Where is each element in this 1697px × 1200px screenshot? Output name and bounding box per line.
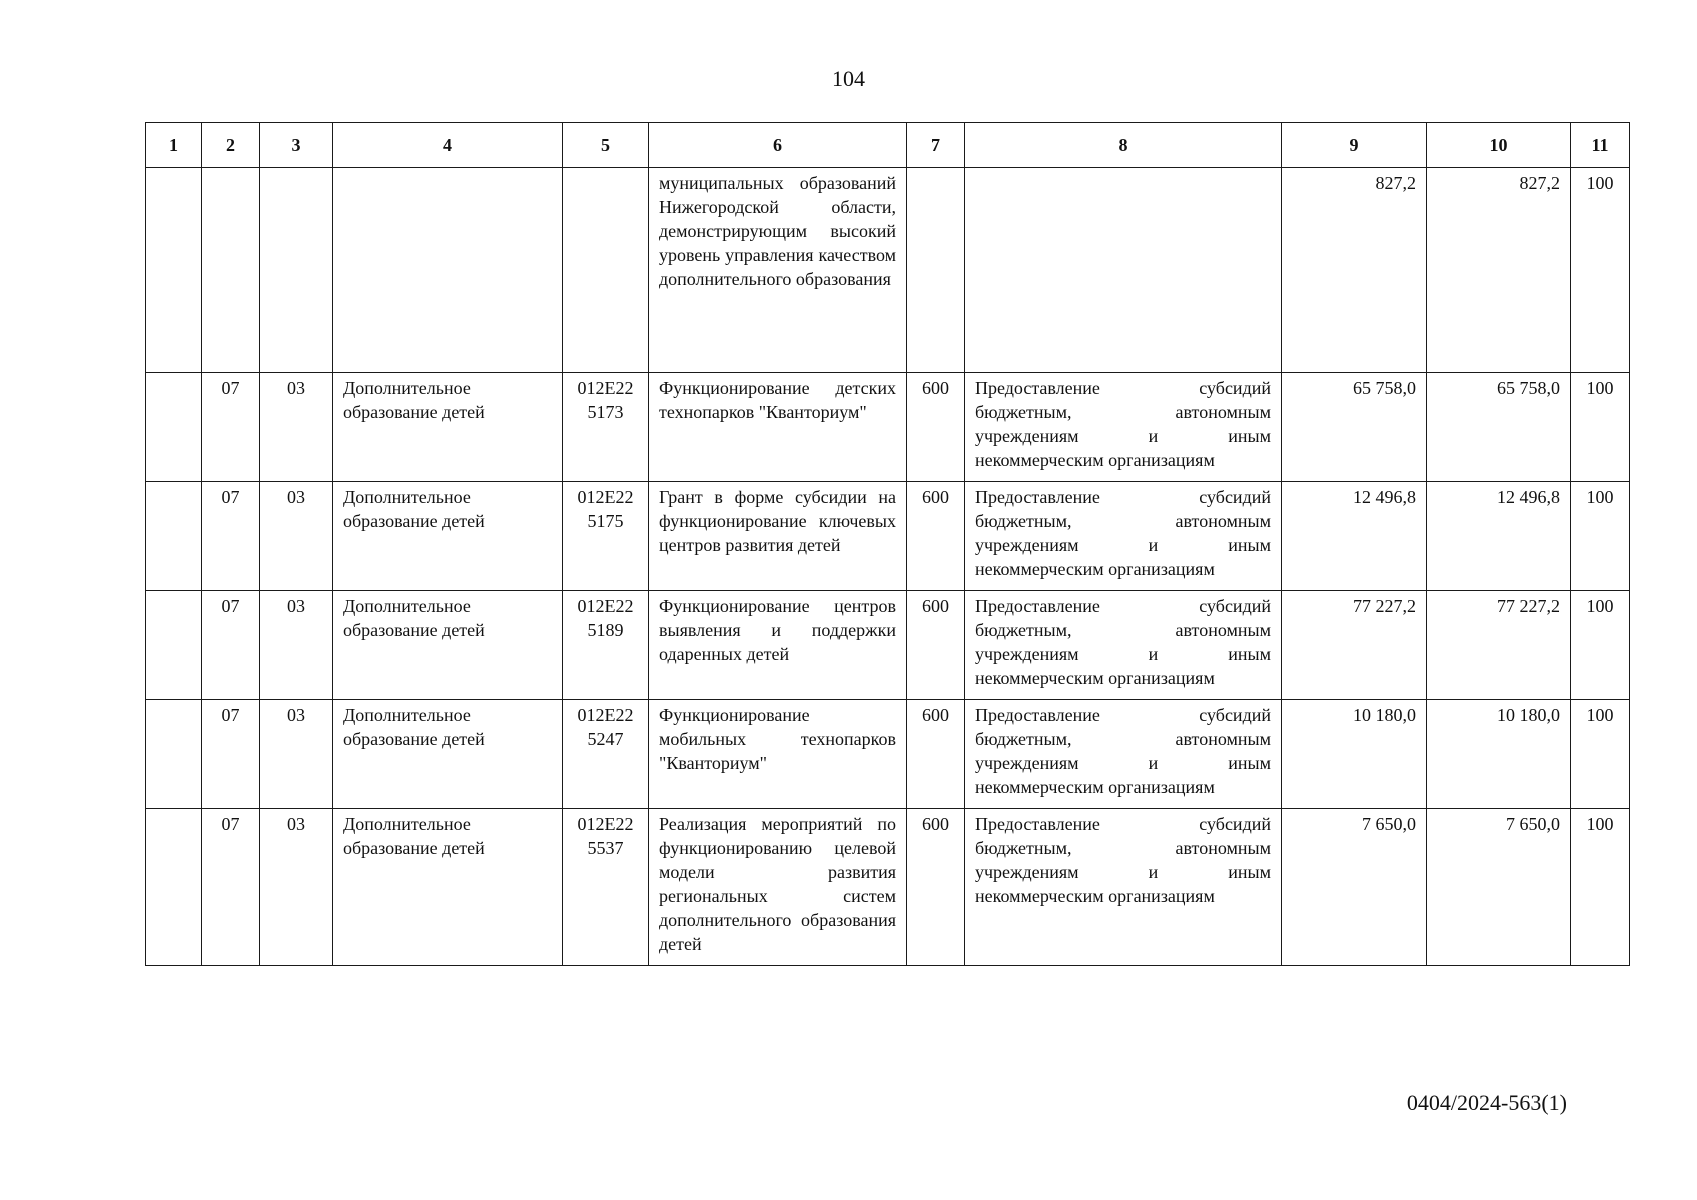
table-row — [146, 700, 1630, 809]
cell-section: 07 — [202, 700, 260, 809]
cell-expense-type: 600 — [907, 809, 965, 966]
cell-target-code: 012E22 5189 — [563, 591, 649, 700]
cell-expense-type: 600 — [907, 700, 965, 809]
header-cell-4: 4 — [333, 123, 563, 168]
cell-amount-plan: 65 758,0 — [1282, 373, 1427, 482]
cell-amount-actual: 65 758,0 — [1427, 373, 1571, 482]
cell-target-code: 012E22 5175 — [563, 482, 649, 591]
cell-target-code — [563, 168, 649, 373]
cell-amount-actual: 827,2 — [1427, 168, 1571, 373]
table-row — [146, 168, 1630, 373]
cell-target-name: Грант в форме субсидии на функционирование ключевых центров развития детей — [649, 482, 907, 591]
cell-col-1 — [146, 482, 202, 591]
table-row — [146, 482, 1630, 591]
cell-target-name: Реализация мероприятий по функционированию целевой модели развития региональных систем дополнительного образования детей — [649, 809, 907, 966]
cell-subsection: 03 — [260, 482, 333, 591]
cell-subsection: 03 — [260, 809, 333, 966]
header-cell-3: 3 — [260, 123, 333, 168]
cell-target-code: 012E22 5173 — [563, 373, 649, 482]
page-number: 104 — [832, 66, 865, 91]
cell-amount-plan: 827,2 — [1282, 168, 1427, 373]
cell-target-name: Функционирование мобильных технопарков "Кванториум" — [649, 700, 907, 809]
cell-section: 07 — [202, 482, 260, 591]
cell-subsection: 03 — [260, 591, 333, 700]
header-cell-6: 6 — [649, 123, 907, 168]
table-row — [146, 591, 1630, 700]
table-row — [146, 809, 1630, 966]
cell-amount-plan: 12 496,8 — [1282, 482, 1427, 591]
document-code: 0404/2024-563(1) — [1406, 1090, 1567, 1115]
cell-col-1 — [146, 373, 202, 482]
cell-subsection: 03 — [260, 373, 333, 482]
cell-amount-actual: 10 180,0 — [1427, 700, 1571, 809]
cell-target-name: Функционирование центров выявления и поддержки одаренных детей — [649, 591, 907, 700]
cell-percent: 100 — [1571, 168, 1630, 373]
cell-subsection-name — [333, 168, 563, 373]
cell-col-1 — [146, 591, 202, 700]
header-cell-7: 7 — [907, 123, 965, 168]
cell-amount-actual: 7 650,0 — [1427, 809, 1571, 966]
header-cell-10: 10 — [1427, 123, 1571, 168]
cell-target-code: 012E22 5247 — [563, 700, 649, 809]
cell-target-name: муниципальных образований Нижегородской области, демонстрирующим высокий уровень управления качеством дополнительного образования — [649, 168, 907, 373]
header-cell-2: 2 — [202, 123, 260, 168]
cell-amount-actual: 77 227,2 — [1427, 591, 1571, 700]
cell-amount-plan: 7 650,0 — [1282, 809, 1427, 966]
cell-subsection: 03 — [260, 700, 333, 809]
cell-expense-type — [907, 168, 965, 373]
header-cell-5: 5 — [563, 123, 649, 168]
cell-col-1 — [146, 809, 202, 966]
table-header — [146, 123, 1630, 168]
header-cell-11: 11 — [1571, 123, 1630, 168]
cell-subsection-name: Дополнительное образование детей — [333, 482, 563, 591]
cell-amount-actual: 12 496,8 — [1427, 482, 1571, 591]
cell-expense-type: 600 — [907, 482, 965, 591]
cell-subsection — [260, 168, 333, 373]
cell-section: 07 — [202, 809, 260, 966]
header-cell-9: 9 — [1282, 123, 1427, 168]
cell-percent: 100 — [1571, 700, 1630, 809]
cell-target-code: 012E22 5537 — [563, 809, 649, 966]
cell-subsection-name: Дополнительное образование детей — [333, 700, 563, 809]
cell-subsection-name: Дополнительное образование детей — [333, 809, 563, 966]
cell-expense-type-name: Предоставление субсидий бюджетным, автономным учреждениям и иным некоммерческим организациям — [965, 591, 1282, 700]
cell-col-1 — [146, 700, 202, 809]
cell-percent: 100 — [1571, 591, 1630, 700]
cell-amount-plan: 77 227,2 — [1282, 591, 1427, 700]
cell-section — [202, 168, 260, 373]
cell-expense-type-name: Предоставление субсидий бюджетным, автономным учреждениям и иным некоммерческим организациям — [965, 700, 1282, 809]
cell-section: 07 — [202, 591, 260, 700]
cell-target-name: Функционирование детских технопарков "Кванториум" — [649, 373, 907, 482]
cell-percent: 100 — [1571, 373, 1630, 482]
cell-expense-type-name — [965, 168, 1282, 373]
budget-table — [145, 122, 1630, 966]
cell-percent: 100 — [1571, 482, 1630, 591]
table-row — [146, 373, 1630, 482]
cell-expense-type-name: Предоставление субсидий бюджетным, автономным учреждениям и иным некоммерческим организациям — [965, 809, 1282, 966]
cell-expense-type: 600 — [907, 373, 965, 482]
cell-percent: 100 — [1571, 809, 1630, 966]
cell-subsection-name: Дополнительное образование детей — [333, 373, 563, 482]
cell-expense-type-name: Предоставление субсидий бюджетным, автономным учреждениям и иным некоммерческим организациям — [965, 373, 1282, 482]
header-cell-8: 8 — [965, 123, 1282, 168]
cell-section: 07 — [202, 373, 260, 482]
cell-expense-type: 600 — [907, 591, 965, 700]
header-row — [146, 123, 1630, 168]
cell-expense-type-name: Предоставление субсидий бюджетным, автономным учреждениям и иным некоммерческим организациям — [965, 482, 1282, 591]
header-cell-1: 1 — [146, 123, 202, 168]
table-body — [146, 168, 1630, 966]
cell-subsection-name: Дополнительное образование детей — [333, 591, 563, 700]
cell-amount-plan: 10 180,0 — [1282, 700, 1427, 809]
cell-col-1 — [146, 168, 202, 373]
